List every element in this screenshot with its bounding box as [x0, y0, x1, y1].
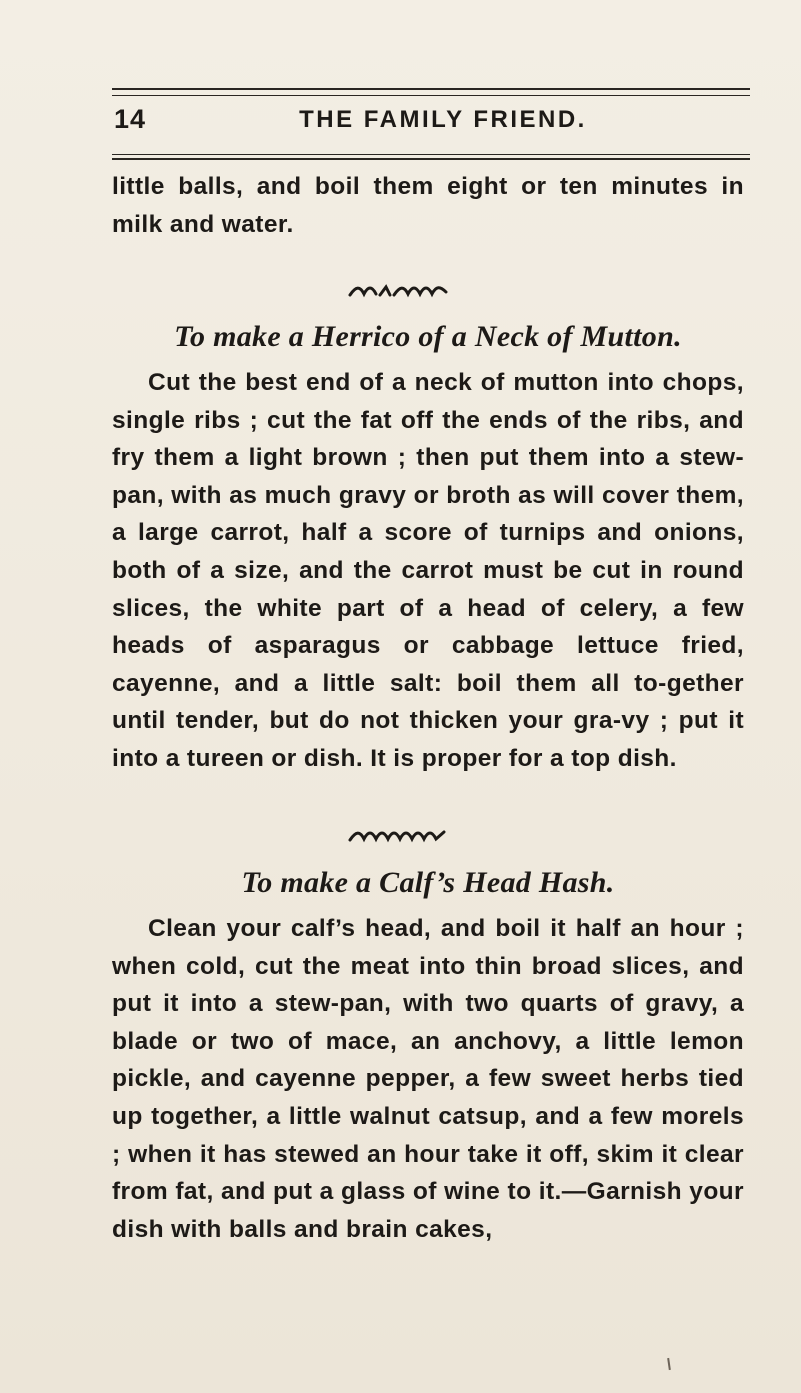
running-head: THE FAMILY FRIEND. — [299, 106, 587, 133]
recipe-title-herrico: To make a Herrico of a Neck of Mutton. — [174, 320, 682, 353]
ornament-squiggle-icon — [346, 282, 456, 300]
recipe-text-herrico: Cut the best end of a neck of mutton into chops, single ribs ; cut the fat off the ends of the ribs, and fry them a light brown ; then put them into a stew-pan, with as much gravy or broth as will cover them, a large carrot, half a score of turnips and onions, both of a size, and the carrot must be cut in round slices, the white part of a head of celery, a few heads of asparagus or cabbage lettuce fried, cayenne, and a little salt: boil them all to-gether until tender, but do not thicken your gra-vy ; put it into a tureen or dish. It is proper for a top dish. — [112, 369, 744, 772]
top-rule — [112, 88, 750, 90]
print-mark — [667, 1358, 671, 1370]
ornament-squiggle-icon — [346, 827, 456, 845]
ornament-squiggle — [0, 282, 801, 305]
header-rule-thin — [112, 154, 750, 155]
ornament-squiggle — [0, 827, 801, 850]
top-rule-thin — [112, 95, 750, 96]
page-number: 14 — [114, 104, 147, 134]
page-header — [110, 104, 750, 144]
recipe-title-calfs-head: To make a Calf’s Head Hash. — [241, 866, 615, 899]
recipe-text-calfs-head: Clean your calf’s head, and boil it half an hour ; when cold, cut the meat into thin broad slices, and put it into a stew-pan, with two quarts of gravy, a blade or two of mace, an anchovy, a little lemon pickle, and cayenne pepper, a few sweet herbs tied up together, a little walnut catsup, and a few morels ; when it has stewed an hour take it off, skim it clear from fat, and put a glass of wine to it.—Garnish your dish with balls and brain cakes, — [112, 915, 744, 1243]
header-rule — [112, 158, 750, 160]
continuation-paragraph: little balls, and boil them eight or ten minutes in milk and water. — [112, 173, 744, 238]
